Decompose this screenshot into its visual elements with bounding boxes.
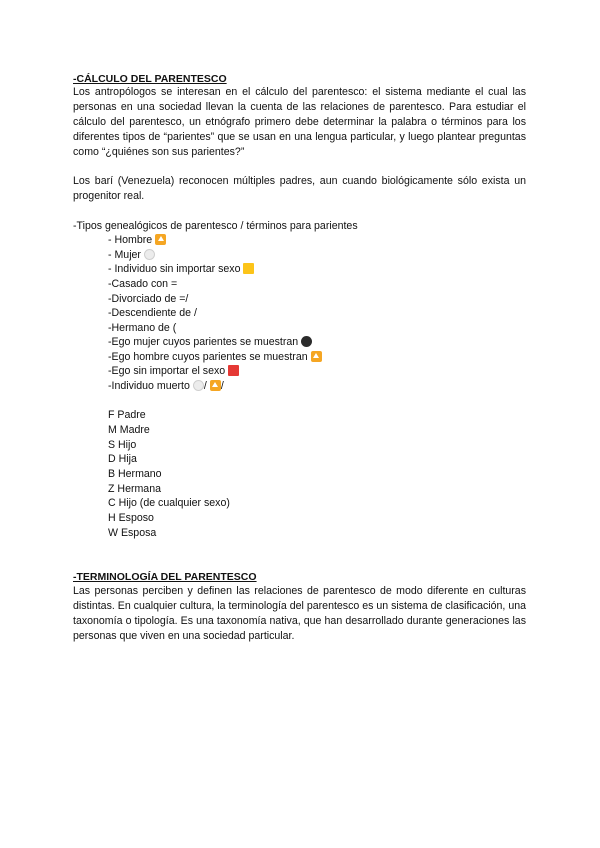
list-item-individuo: - Individuo sin importar sexo	[108, 262, 254, 276]
paragraph-bari: Los barí (Venezuela) reconocen múltiples padres, aun cuando biológicamente sólo exista un progenitor real.	[73, 175, 526, 202]
tipos-intro: -Tipos genealógicos de parentesco / términos para parientes	[73, 220, 358, 232]
abbr-item: M Madre	[108, 424, 150, 436]
abbr-item: B Hermano	[108, 468, 162, 480]
paragraph-terminologia: Las personas perciben y definen las relaciones de parentesco de modo diferente en culturas distintas. En cualquier cultura, la terminología del parentesco es un sistema de clasificación, una taxonomía o tipología. Es una taxonomía nativa, que han desarrollado durante generaciones las personas que viven en una sociedad particular.	[73, 585, 526, 642]
list-item-hombre: - Hombre	[108, 233, 166, 247]
red-square-icon	[228, 365, 239, 376]
list-item-muerto: -Individuo muerto / /	[108, 380, 224, 392]
black-circle-icon	[301, 336, 312, 347]
orange-triangle-icon	[155, 234, 166, 245]
abbr-item: C Hijo (de cualquier sexo)	[108, 497, 230, 509]
white-circle-icon	[144, 249, 155, 260]
abbr-item: S Hijo	[108, 439, 137, 451]
list-item-ego-sin-sexo: -Ego sin importar el sexo	[108, 364, 239, 378]
yellow-square-icon	[243, 263, 254, 274]
list-item-ego-mujer: -Ego mujer cuyos parientes se muestran	[108, 335, 312, 349]
list-item-ego-hombre: -Ego hombre cuyos parientes se muestran	[108, 350, 322, 364]
orange-triangle-icon	[210, 380, 221, 391]
abbr-item: F Padre	[108, 409, 146, 421]
white-circle-icon	[193, 380, 204, 391]
list-item-divorciado: -Divorciado de =/	[108, 293, 189, 305]
abbr-item: H Esposo	[108, 512, 154, 524]
list-item-mujer: - Mujer	[108, 248, 155, 262]
section-title-terminologia: -TERMINOLOGÍA DEL PARENTESCO	[73, 571, 257, 583]
paragraph-calculo: Los antropólogos se interesan en el cálculo del parentesco: el sistema mediante el cual las personas en una sociedad llevan la cuenta de las relaciones de parentesco. Para estudiar el cálculo del parentesco, un etnógrafo primero debe determinar la palabra o términos para los diferentes tipos de “parientes” que se usan en una lengua particular, y luego plantear preguntas como “¿quiénes son sus parientes?”	[73, 86, 526, 158]
abbr-item: W Esposa	[108, 527, 157, 539]
orange-triangle-icon	[311, 351, 322, 362]
list-item-descendiente: -Descendiente de /	[108, 307, 197, 319]
abbr-item: Z Hermana	[108, 483, 161, 495]
list-item-casado: -Casado con =	[108, 278, 178, 290]
abbr-item: D Hija	[108, 453, 137, 465]
section-title-calculo: -CÁLCULO DEL PARENTESCO	[73, 73, 227, 85]
list-item-hermano: -Hermano de (	[108, 322, 177, 334]
